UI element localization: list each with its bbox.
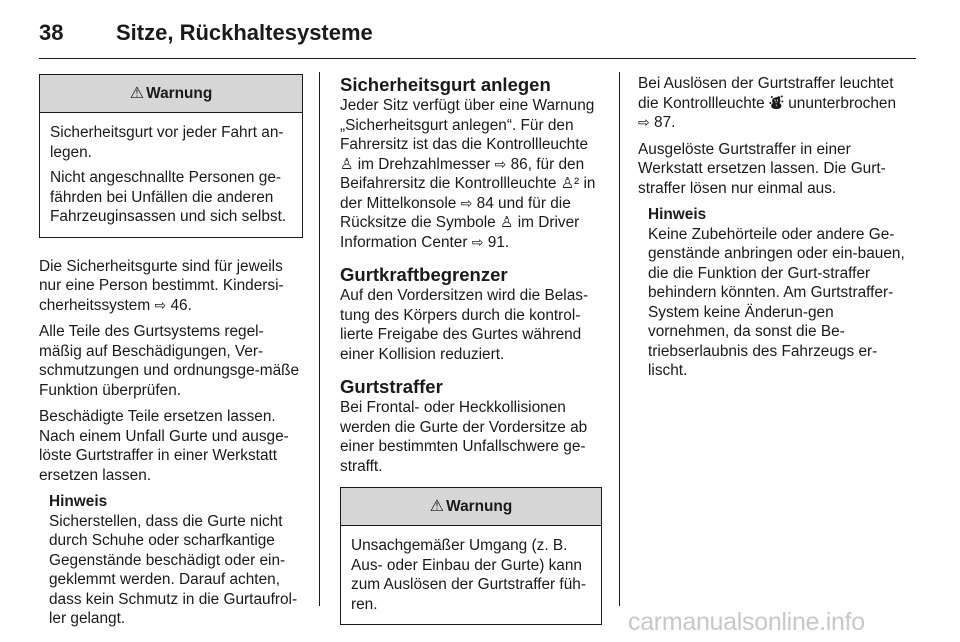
paragraph: Ausgelöste Gurtstraffer in einer Werkstatt ersetzen lassen. Die Gurt-straffer lösen nur einmal aus. xyxy=(638,140,886,197)
warning-header xyxy=(40,75,302,113)
note xyxy=(49,492,303,629)
paragraph: Die Sicherheitsgurte sind für jeweils nur eine Person bestimmt. Kindersi-cherheitssystem ⇨ 46. xyxy=(39,257,284,314)
seatbelt-passenger-icon: ♙² xyxy=(560,175,580,192)
note-title: Hinweis xyxy=(49,493,108,510)
column-middle xyxy=(340,74,602,632)
paragraph: Bei Frontal- oder Heckkollisionen werden die Gurte der Vordersitze ab einer bestimmten Unfallschwere ge-strafft. xyxy=(340,399,588,475)
paragraph: Alle Teile des Gurtsystems regel-mäßig auf Beschädigungen, Ver-schmutzungen und ordnungsge-mäße Funktion überprüfen. xyxy=(39,323,300,399)
warning-box xyxy=(340,487,602,625)
column-right xyxy=(638,74,906,388)
warning-text: Unsachgemäßer Umgang (z. B. Aus- oder Einbau der Gurte) kann zum Auslösen der Gurtstraffer füh-ren. xyxy=(351,537,586,613)
page-reference-arrow-icon: ⇨ xyxy=(638,114,650,130)
column-divider xyxy=(319,72,320,606)
warning-box xyxy=(39,74,303,238)
section-heading: Gurtkraftbegrenzer xyxy=(340,264,508,285)
seatbelt-person-icon: ♙ xyxy=(340,155,354,173)
warning-header xyxy=(341,488,601,526)
note xyxy=(648,205,906,381)
seatbelt-person-icon: ♙ xyxy=(499,214,514,231)
paragraph: Jeder Sitz verfügt über eine Warnung „Sicherheitsgurt anlegen“. Für den Fahrersitz ist das die Kontrollleuchte ♙ im Drehzahlmesser ⇨ 86, für den Beifahrersitz die Kontrollleuchte ♙² in der Mittelkonsole ⇨ 84 und für die Rücksitze die Symbole ♙ im Driver Information Center ⇨ 91. xyxy=(340,97,596,251)
page-header xyxy=(39,16,916,59)
paragraph: Beschädigte Teile ersetzen lassen. Nach einem Unfall Gurte und ausge-löste Gurtstraffer in einer Werkstatt ersetzen lassen. xyxy=(39,408,289,484)
warning-body xyxy=(341,526,601,624)
warning-text: Sicherheitsgurt vor jeder Fahrt an-legen. xyxy=(50,124,284,161)
note-text: Sicherstellen, dass die Gurte nicht durch Schuhe oder scharfkantige Gegenstände beschädigt oder ein-geklemmt werden. Darauf achten, dass kein Schmutz in die Gurtaufrol-ler gelangt. xyxy=(49,512,298,627)
section-heading: Gurtstraffer xyxy=(340,376,443,397)
airbag-icon: ⛇ xyxy=(768,94,784,112)
page-reference-arrow-icon: ⇨ xyxy=(494,155,507,172)
note-title: Hinweis xyxy=(648,206,707,223)
page-number: 38 xyxy=(39,20,64,45)
warning-title: Warnung xyxy=(146,84,213,102)
paragraph: Bei Auslösen der Gurtstraffer leuchtet die Kontrollleuchte ⛇ ununterbrochen ⇨ 87. xyxy=(638,75,897,131)
section-heading: Sicherheitsgurt anlegen xyxy=(340,74,551,95)
warning-body xyxy=(40,113,302,237)
column-left xyxy=(39,74,303,636)
warning-triangle-icon: ⚠ xyxy=(129,84,145,102)
watermark: carmanualsonline.info xyxy=(628,608,865,636)
page-reference-arrow-icon: ⇨ xyxy=(471,233,484,250)
warning-title: Warnung xyxy=(446,497,513,515)
column-divider xyxy=(619,72,620,606)
warning-triangle-icon: ⚠ xyxy=(429,497,445,515)
warning-text: Nicht angeschnallte Personen ge-fährden bei Unfällen die anderen Fahrzeuginsassen und sich selbst. xyxy=(50,169,287,225)
page-reference-arrow-icon: ⇨ xyxy=(460,194,473,211)
page-title: Sitze, Rückhaltesysteme xyxy=(116,20,373,45)
page-reference-arrow-icon: ⇨ xyxy=(154,296,167,313)
paragraph: Auf den Vordersitzen wird die Belas-tung des Körpers durch die kontrol-lierte Freigabe des Gurtes während einer Kollision reduziert. xyxy=(340,287,589,363)
note-text: Keine Zubehörteile oder andere Ge-genstände anbringen oder ein-bauen, die die Funktion der Gurt-straffer behindern könnten. Am Gurtstraffer-System keine Änderun-gen vornehmen, da sonst die Be-triebserlaubnis des Fahrzeugs er-lischt. xyxy=(648,225,905,379)
